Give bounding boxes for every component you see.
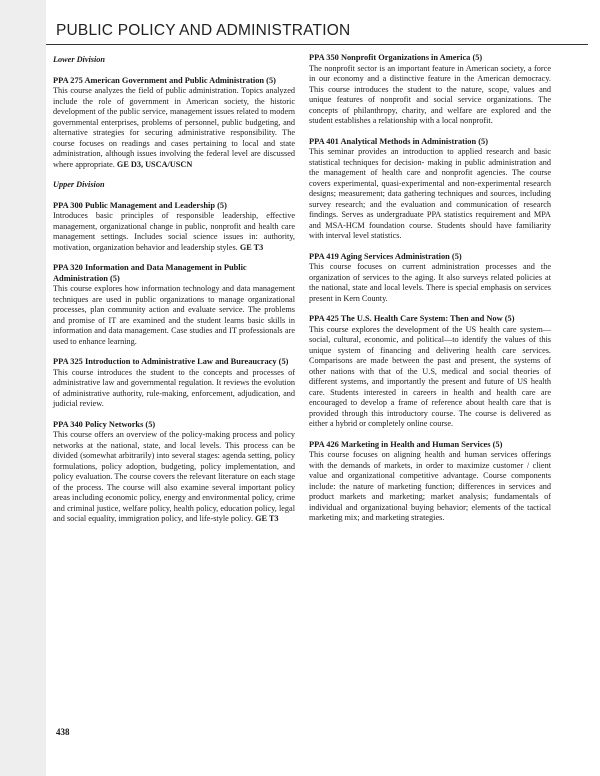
course-description: This course explores the development of the US health care system—social, cultural, economic, and political—to identify the values of this unique system of financing and delivering health care services. Comparisons are made between the past and present, the systems of other nations with that of the U.S, medical and social theories of different systems, and importantly the present and future of US health care. Students interested in careers in health and health care are encouraged to develop a frame of reference about health care that is provided through this introductory course. The course is delivered as either a hybrid or completely online course. (309, 324, 551, 428)
course-title: PPA 300 Public Management and Leadership (5) (53, 200, 227, 210)
left-column (53, 53, 295, 535)
course-description: This course focuses on aligning health and human services offerings with the demands of markets, in order to maximize customer / client value and organizational competitive advantage. Course components include: the nature of marketing function; differences in services and product markets and marketing; market analysis; fundamentals of individual and organizational buying behavior; elements of the tactical marketing mix; and marketing strategies. (309, 450, 551, 522)
course-entry (309, 53, 551, 127)
course-entry (309, 314, 551, 430)
course-description: Introduces basic principles of responsible leadership, effective management, organizational change in public, nonprofit and health care management settings. Includes social science issues in: authority, motivation, organization behavior and leadership styles. GE T3 (53, 211, 295, 252)
course-entry (53, 357, 295, 410)
course-entry (309, 252, 551, 305)
ge-designation: GE T3 (255, 514, 279, 523)
course-description: This course offers an overview of the policy-making process and policy networks at the national, state, and local levels. This process can be divided (somewhat arbitrarily) into several stages: agenda setting, policy formulations, policy adoption, budgeting, policy implementation, and policy evaluation. The course covers the relevant literature on each stage of the process. The course will also examine several important policy areas including economic policy, energy and environmental policy, crime and criminal justice, welfare policy, health policy, education policy, legal and social equality, immigration policy, and life-style policy. GE T3 (53, 430, 295, 523)
right-column (309, 53, 551, 534)
course-entry (309, 440, 551, 524)
course-entry (53, 420, 295, 525)
course-entry (53, 201, 295, 254)
course-title: PPA 419 Aging Services Administration (5) (309, 251, 462, 261)
ge-designation: GE D3, USCA/USCN (116, 159, 193, 169)
course-description: This course introduces the student to the concepts and processes of administrative law and governmental regulation. It reviews the evolution of administrative authority, rule-making, enforcement, adjudication, and judicial review. (53, 367, 295, 408)
ge-designation: GE T3 (239, 242, 264, 252)
course-title: PPA 340 Policy Networks (5) (53, 419, 156, 429)
course-title: PPA 325 Introduction to Administrative Law and Bureaucracy (5) (53, 357, 289, 366)
course-title: PPA 320 Information and Data Management in Public Administration (5) (53, 263, 247, 283)
page-title: PUBLIC POLICY AND ADMINISTRATION (56, 22, 351, 39)
page-number: 438 (56, 727, 70, 737)
course-title: PPA 425 The U.S. Health Care System: Then and Now (5) (309, 314, 515, 323)
section-heading-lower: Lower Division (53, 55, 106, 64)
course-description: This course analyzes the field of public administration. Topics analyzed include the role of government in American society, the historic development of the public service, management issues related to modern governmental enterprises, problems of personnel, public budgeting, and alternative strategies for securing administrative responsibility. The course focuses on readings and cases pertaining to local and state administration, although issues involving the federal level are discussed where appropriate. GE D3, USCA/USCN (53, 86, 295, 169)
course-entry (309, 137, 551, 242)
page-header (46, 22, 600, 45)
course-title: PPA 426 Marketing in Health and Human Services (5) (309, 439, 503, 449)
header-rule (46, 44, 588, 45)
course-description: This course focuses on current administration processes and the organization of services to the aging. It also surveys related policies at the national, state and local levels. There is special emphasis on services present in Kern County. (309, 262, 551, 303)
course-entry (53, 76, 295, 171)
course-description: This seminar provides an introduction to applied research and basic statistical techniques for decision- making in public administration and the management of health care and nonprofit agencies. The course covers experimental, quasi-experimental and non-experimental research designs; measurement; data gathering techniques and sources, including survey research; and the evaluation and communication of research findings. Serves as undergraduate PPA statistics requirement and MPA and MSA-HCM foundation course. Students should have familiarity with interval level statistics. (309, 147, 551, 240)
course-description: This course explores how information technology and data management techniques are used in public organizations to manage organizational processes, plan community action and evaluate service. The problems and promise of IT are examined and the student learns basic skills in information and data management. Case studies and IT professionals are used to enhance learning. (53, 284, 295, 346)
course-title: PPA 401 Analytical Methods in Administration (5) (309, 136, 488, 146)
course-title: PPA 275 American Government and Public Administration (5) (53, 75, 276, 85)
course-title: PPA 350 Nonprofit Organizations in America (5) (309, 53, 483, 62)
course-description: The nonprofit sector is an important feature in American society, a force in our economy and a distinctive feature in the American democracy. This course introduces the student to the nature, scope, values and unique features of nonprofit and social service organizations. The concepts of philanthropy, charity, and welfare are explored and the student establishes a relationship with a local nonprofit. (309, 63, 551, 125)
page-margin-band (0, 0, 46, 776)
section-heading-upper: Upper Division (53, 180, 105, 189)
course-entry (53, 263, 295, 347)
